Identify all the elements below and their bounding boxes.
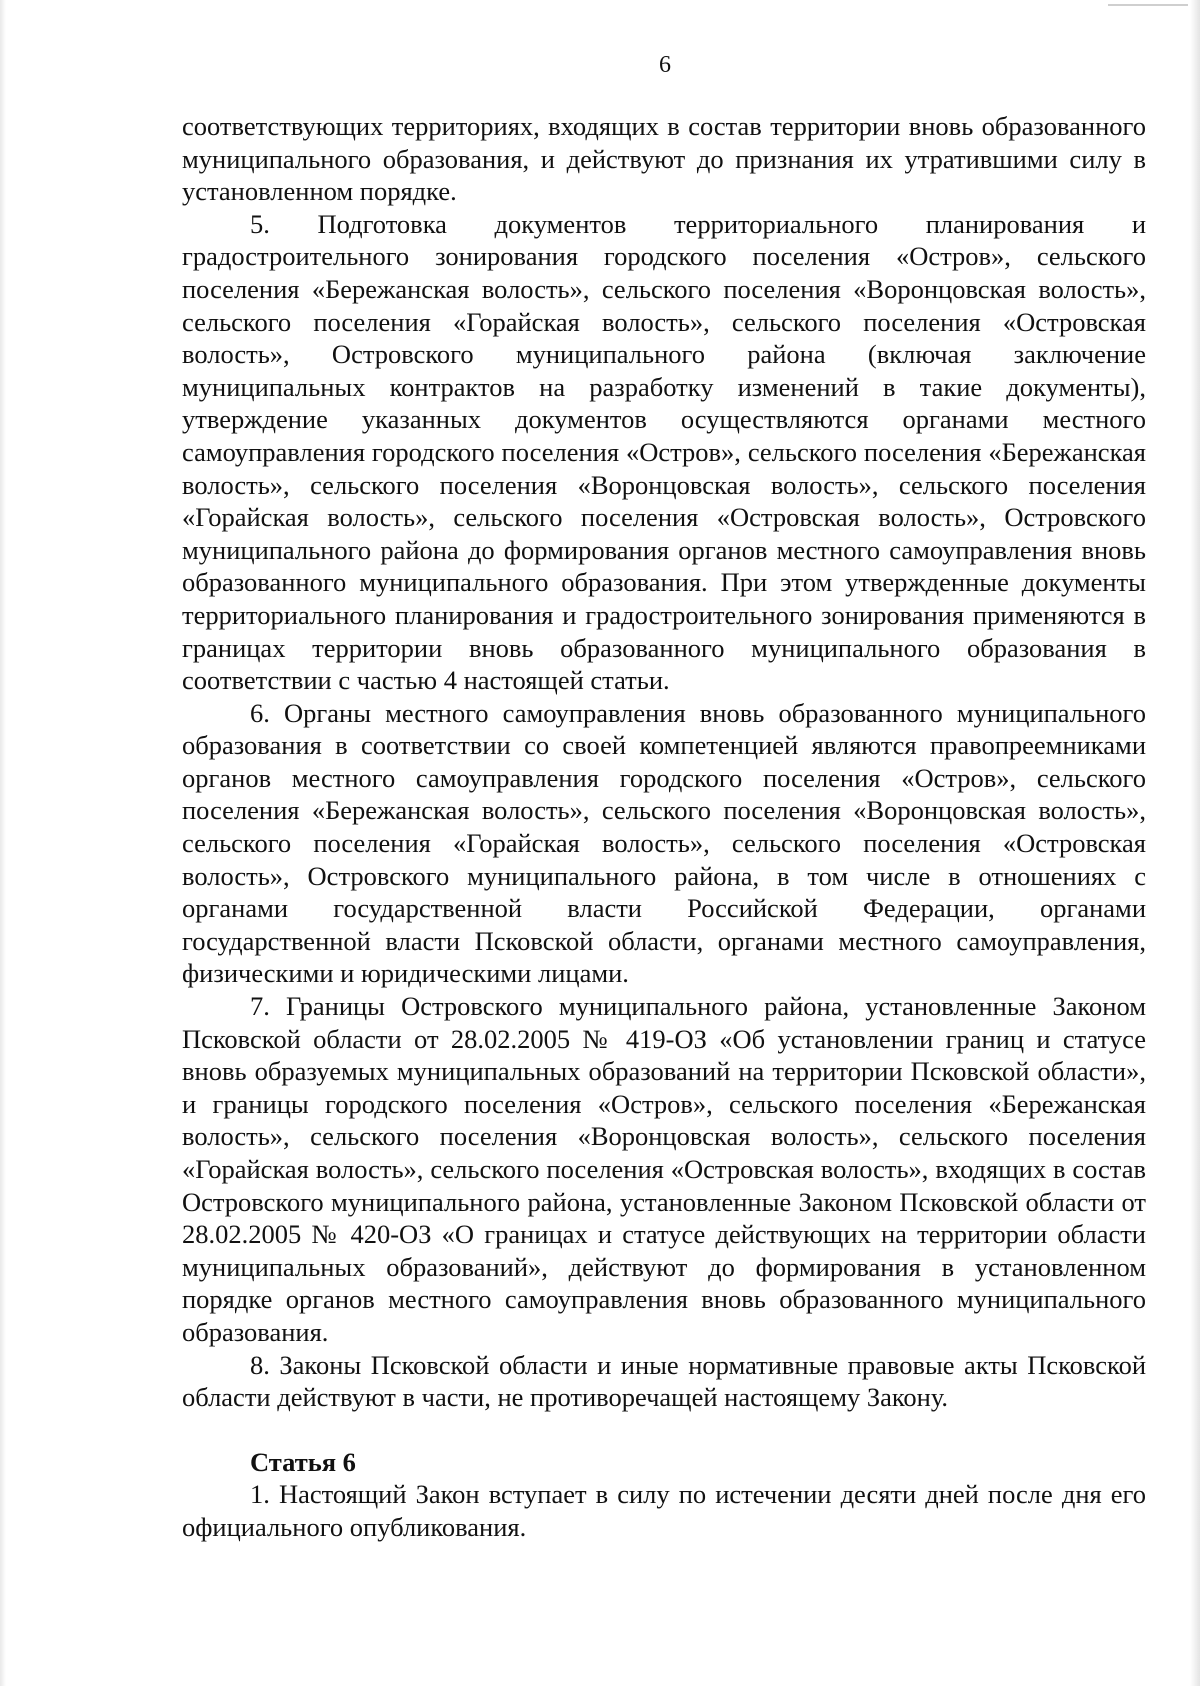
paragraph-item-5: 5. Подготовка документов территориального планирования и градостроительного зонирования городского поселения «Остров», сельского поселения «Бережанская волость», сельского поселения «Воронцовская волость», сельского поселения «Горайская волость», сельского поселения «Островская волость», Островского муниципального района (включая заключение муниципальных контрактов на разработку изменений в такие документы), утверждение указанных документов осуществляются органами местного самоуправления городского поселения «Остров», сельского поселения «Бережанская волость», сельского поселения «Воронцовская волость», сельского поселения «Горайская волость», сельского поселения «Островская волость», Островского муниципального района до формирования органов местного самоуправления вновь образованного муниципального образования. При этом утвержденные документы территориального планирования и градостроительного зонирования применяются в границах территории вновь образованного муниципального образования в соответствии с частью 4 настоящей статьи. — [182, 208, 1146, 696]
paragraph-item-7: 7. Границы Островского муниципального района, установленные Законом Псковской области от 28.02.2005 № 419-ОЗ «Об установлении границ и статусе вновь образуемых муниципальных образований на территории Псковской области», и границы городского поселения «Остров», сельского поселения «Бережанская волость», сельского поселения «Воронцовская волость», сельского поселения «Горайская волость», сельского поселения «Островская волость», входящих в состав Островского муниципального района, установленные Законом Псковской области от 28.02.2005 № 420-ОЗ «О границах и статусе действующих на территории области муниципальных образований», действуют до формирования в установленном порядке органов местного самоуправления вновь образованного муниципального образования. — [182, 991, 1146, 1347]
page-number: 6 — [659, 52, 671, 78]
paragraph-continuation: соответствующих территориях, входящих в состав территории вновь образованного муниципального образования, и действуют до признания их утратившими силу в установленном порядке. — [182, 111, 1146, 207]
document-body — [182, 110, 1146, 1544]
paragraph-item-6: 6. Органы местного самоуправления вновь образованного муниципального образования в соответствии со своей компетенцией являются правопреемниками органов местного самоуправления городского поселения «Остров», сельского поселения «Бережанская волость», сельского поселения «Воронцовская волость», сельского поселения «Горайская волость», сельского поселения «Островская волость», Островского муниципального района, в том числе в отношениях с органами государственной власти Российской Федерации, органами государственной власти Псковской области, органами местного самоуправления, физическими и юридическими лицами. — [182, 697, 1146, 989]
article-heading: Статья 6 — [250, 1446, 356, 1477]
article-paragraph-1: 1. Настоящий Закон вступает в силу по истечении десяти дней после дня его официального опубликования. — [182, 1479, 1146, 1542]
scan-edge-right — [1190, 0, 1200, 1686]
scan-edge-left — [0, 0, 6, 1686]
scan-mark-top-right — [1108, 4, 1188, 6]
paragraph-item-8: 8. Законы Псковской области и иные нормативные правовые акты Псковской области действуют в части, не противоречащей настоящему Закону. — [182, 1349, 1146, 1413]
